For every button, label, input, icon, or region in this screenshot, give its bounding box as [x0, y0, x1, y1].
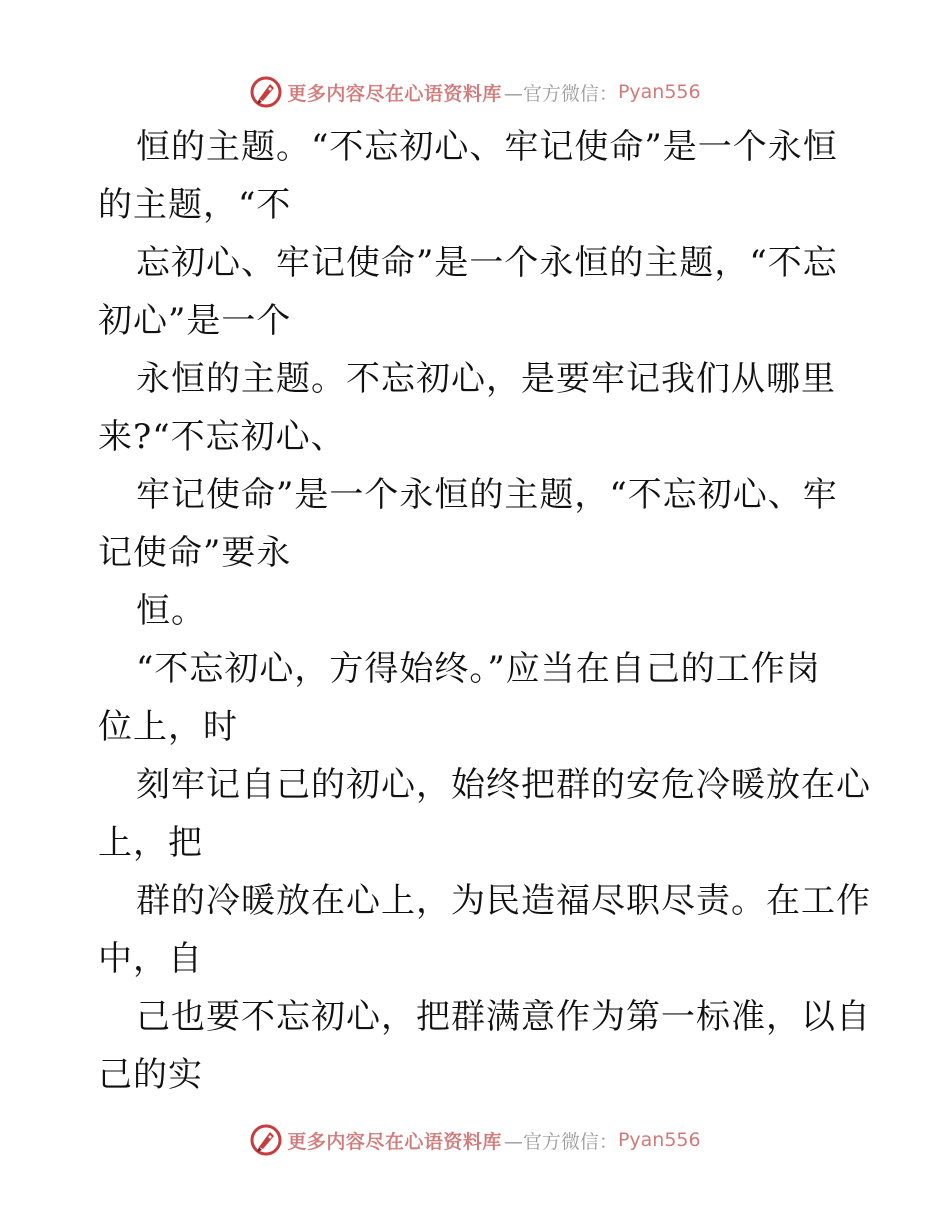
banner-wechat-id: Pyan556 — [617, 1129, 701, 1151]
body-line: 己也要不忘初心，把群满意作为第一标准，以自 — [136, 997, 871, 1037]
header-banner — [0, 70, 950, 114]
body-line: 初心”是一个 — [98, 301, 292, 341]
body-line: 中，自 — [98, 939, 203, 979]
body-line: 恒。 — [136, 591, 206, 631]
body-line: 牢记使命”是一个永恒的主题，“不忘初心、牢 — [136, 475, 838, 515]
body-line: 的主题，“不 — [98, 185, 292, 225]
body-line: 恒的主题。“不忘初心、牢记使命”是一个永恒 — [136, 127, 838, 167]
banner-title: 更多内容尽在心语资料库 — [287, 82, 502, 105]
body-line: 来?“不忘初心、 — [98, 417, 346, 457]
pen-nib-logo-icon — [249, 1123, 283, 1157]
body-line: 记使命”要永 — [98, 533, 292, 573]
pen-nib-logo-icon — [249, 75, 283, 109]
document-body — [98, 118, 871, 1104]
banner-title: 更多内容尽在心语资料库 — [287, 1130, 502, 1153]
body-line: 群的冷暖放在心上，为民造福尽职尽责。在工作 — [136, 881, 871, 921]
body-line: 上，把 — [98, 823, 203, 863]
footer-banner — [0, 1118, 950, 1162]
banner-separator: —官方微信： — [503, 82, 618, 105]
body-line: 位上，时 — [98, 707, 238, 747]
body-line: 刻牢记自己的初心，始终把群的安危冷暖放在心 — [136, 765, 871, 805]
body-line: 己的实 — [98, 1055, 203, 1095]
body-line: 忘初心、牢记使命”是一个永恒的主题，“不忘 — [136, 243, 838, 283]
body-line: 永恒的主题。不忘初心，是要牢记我们从哪里 — [136, 359, 836, 399]
banner-separator: —官方微信： — [503, 1130, 618, 1153]
banner-wechat-id: Pyan556 — [617, 81, 701, 103]
body-line: “不忘初心，方得始终。”应当在自己的工作岗 — [136, 649, 821, 689]
